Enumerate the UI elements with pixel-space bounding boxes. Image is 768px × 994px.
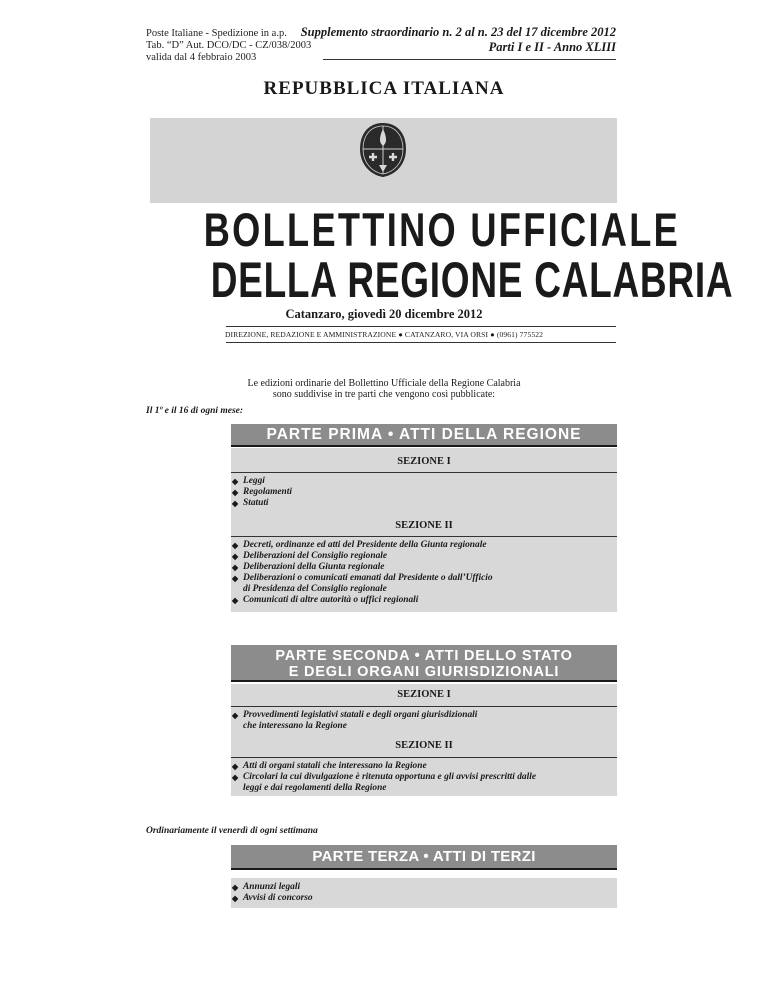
postal-info [146, 28, 311, 64]
diamond-bullet-icon: ◆ [232, 894, 239, 903]
parte-prima-heading: PARTE PRIMA • ATTI DELLA REGIONE [231, 424, 617, 447]
sezione-label: SEZIONE II [395, 520, 453, 531]
list-item: ◆ Deliberazioni della Giunta regionale [232, 562, 385, 572]
list-item: ◆ Circolari la cui divulgazione è ritenuta opportuna e gli avvisi prescritti dalle [232, 772, 536, 782]
postal-line: Tab. “D” Aut. DCO/DC - CZ/038/2003 [146, 40, 312, 51]
masthead-rule [226, 326, 616, 327]
direzione-address [0, 330, 768, 339]
postal-line: Poste Italiane - Spedizione in a.p. [146, 28, 287, 39]
supplement-parts: Parti I e II - Anno XLIII [488, 40, 616, 54]
parte-seconda-title-line: E DEGLI ORGANI GIURISDIZIONALI [288, 664, 560, 680]
parte-seconda-title-line: PARTE SECONDA • ATTI DELLO STATO [275, 648, 573, 664]
list-item: ◆ Atti di organi statali che interessano la Regione [232, 761, 427, 771]
diamond-bullet-icon: ◆ [232, 477, 239, 486]
republic-heading: REPUBBLICA ITALIANA [263, 78, 505, 99]
list-item: ◆ Regolamenti [232, 487, 292, 497]
bullet-icon: ● [398, 330, 405, 339]
masthead-rule [226, 342, 616, 343]
diamond-bullet-icon: ◆ [232, 773, 239, 782]
header-rule [323, 59, 616, 60]
intro-line: Le edizioni ordinarie del Bollettino Ufficiale della Regione Calabria [247, 378, 521, 389]
intro-text [0, 378, 768, 400]
diamond-bullet-icon: ◆ [232, 488, 239, 497]
sezione-label: SEZIONE I [397, 456, 451, 467]
list-item-continuation: di Presidenza del Consiglio regionale [243, 584, 387, 594]
sezione-items [231, 540, 493, 606]
frequency-note: Ordinariamente il venerdì di ogni settimana [146, 826, 318, 836]
diamond-bullet-icon: ◆ [232, 574, 239, 583]
list-item: ◆ Leggi [232, 476, 265, 486]
diamond-bullet-icon: ◆ [232, 883, 239, 892]
list-item: ◆ Annunzi legali [232, 882, 301, 892]
list-item: ◆ Statuti [232, 498, 269, 508]
direzione-phone: (0961) 775522 [496, 330, 544, 339]
list-item: ◆ Comunicati di altre autorità o uffici regionali [232, 595, 419, 605]
sezione-items [231, 476, 292, 509]
sezione-items [231, 710, 477, 732]
list-item-continuation: leggi e dai regolamenti della Regione [243, 783, 387, 793]
direzione-label: DIREZIONE, REDAZIONE E AMMINISTRAZIONE [224, 330, 397, 339]
issue-date: Catanzaro, giovedì 20 dicembre 2012 [285, 307, 483, 321]
sezione-items [231, 882, 313, 904]
supplement-info [301, 25, 616, 55]
list-item: ◆ Provvedimenti legislativi statali e degli organi giurisdizionali [232, 710, 478, 720]
supplement-line: Supplemento straordinario n. 2 al n. 23 del 17 dicembre 2012 [300, 25, 616, 39]
direzione-street: CATANZARO, VIA ORSI [404, 330, 489, 339]
frequency-note: Il 1º e il 16 di ogni mese: [146, 406, 244, 416]
bulletin-title-line2: DELLA REGIONE CALABRIA [210, 252, 734, 308]
list-item: ◆ Decreti, ordinanze ed atti del Presidente della Giunta regionale [232, 540, 487, 550]
diamond-bullet-icon: ◆ [232, 541, 239, 550]
sezione-items [231, 761, 536, 794]
diamond-bullet-icon: ◆ [232, 499, 239, 508]
list-item: ◆ Deliberazioni o comunicati emanati dal Presidente o dall’Ufficio [232, 573, 493, 583]
bullet-icon: ● [490, 330, 497, 339]
bulletin-title-line1: BOLLETTINO UFFICIALE [203, 203, 681, 256]
diamond-bullet-icon: ◆ [232, 563, 239, 572]
diamond-bullet-icon: ◆ [232, 762, 239, 771]
parte-terza-heading: PARTE TERZA • ATTI DI TERZI [231, 845, 617, 870]
list-item-continuation: che interessano la Regione [243, 721, 347, 731]
postal-line: valida dal 4 febbraio 2003 [146, 52, 257, 63]
diamond-bullet-icon: ◆ [232, 552, 239, 561]
list-item: ◆ Avvisi di concorso [232, 893, 313, 903]
parte-seconda-heading [231, 645, 617, 682]
diamond-bullet-icon: ◆ [232, 596, 239, 605]
sezione-label: SEZIONE II [395, 740, 453, 751]
regione-calabria-crest-icon [357, 121, 409, 179]
diamond-bullet-icon: ◆ [232, 711, 239, 720]
intro-line: sono suddivise in tre parti che vengono così pubblicate: [272, 389, 496, 400]
list-item: ◆ Deliberazioni del Consiglio regionale [232, 551, 388, 561]
sezione-label: SEZIONE I [397, 689, 451, 700]
